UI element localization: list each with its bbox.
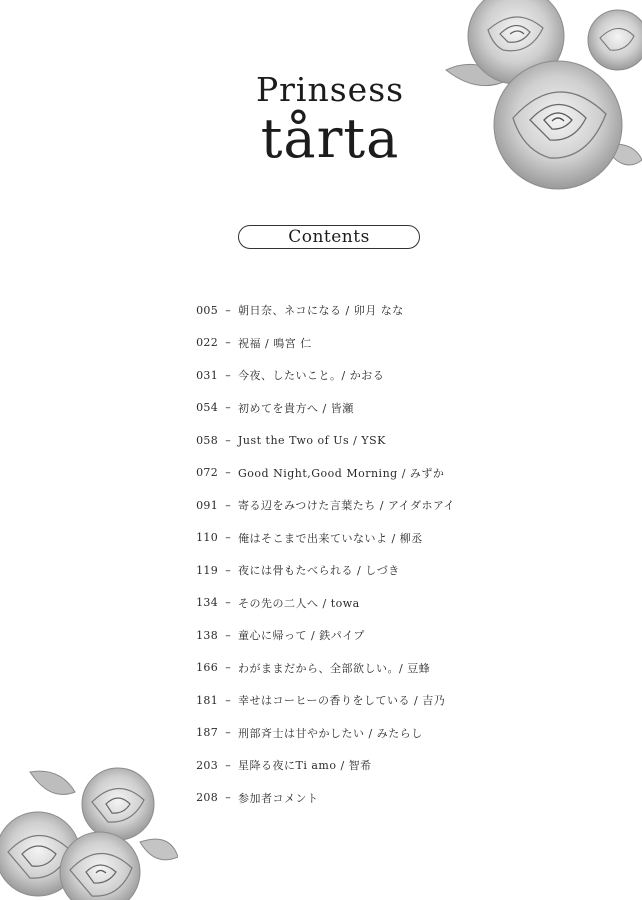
toc-dash: – <box>225 531 231 545</box>
toc-page-number: 110 <box>196 531 218 545</box>
toc-entry-title: 幸せはコーヒーの香りをしている / 吉乃 <box>238 694 446 708</box>
toc-item <box>190 652 550 685</box>
toc-dash: – <box>225 693 231 707</box>
toc-entry-title: 今夜、したいこと。/ かおる <box>238 369 385 383</box>
toc-entry-title: 初めてを貴方へ / 皆瀬 <box>238 401 354 415</box>
toc-item <box>190 554 550 587</box>
table-of-contents <box>190 294 550 814</box>
toc-page-number: 005 <box>196 303 218 317</box>
toc-page-number: 166 <box>196 661 218 675</box>
toc-item <box>190 717 550 750</box>
toc-item <box>190 424 550 457</box>
toc-item <box>190 359 550 392</box>
toc-dash: – <box>225 466 231 480</box>
toc-dash: – <box>225 433 231 447</box>
toc-page-number: 054 <box>196 401 218 415</box>
toc-dash: – <box>225 661 231 675</box>
toc-item <box>190 294 550 327</box>
toc-page-number: 181 <box>196 693 218 707</box>
toc-dash: – <box>225 336 231 350</box>
toc-item <box>190 522 550 555</box>
toc-entry-title: Good Night,Good Morning / みずか <box>238 466 445 480</box>
toc-dash: – <box>225 368 231 382</box>
toc-item <box>190 587 550 620</box>
toc-entry-title: 寄る辺をみつけた言葉たち / アイダホアイ <box>238 499 455 513</box>
toc-item <box>190 782 550 815</box>
toc-dash: – <box>225 726 231 740</box>
toc-entry-title: 童心に帰って / 鉄パイプ <box>238 629 365 643</box>
toc-entry-title: 夜には骨もたべられる / しづき <box>238 564 400 578</box>
toc-entry-title: わがままだから、全部欲しい。/ 豆蜂 <box>238 661 431 675</box>
toc-dash: – <box>225 628 231 642</box>
toc-page-number: 208 <box>196 791 218 805</box>
toc-entry-title: 参加者コメント <box>238 791 319 805</box>
toc-entry-title: 星降る夜にTi amo / 智希 <box>238 759 372 773</box>
toc-item <box>190 457 550 490</box>
toc-item <box>190 392 550 425</box>
toc-page-number: 031 <box>196 368 218 382</box>
book-title-line2: tårta <box>260 107 400 170</box>
toc-page-number: 203 <box>196 758 218 772</box>
toc-page-number: 091 <box>196 498 218 512</box>
rose-cluster-bottom-icon <box>0 762 178 900</box>
toc-item <box>190 684 550 717</box>
toc-dash: – <box>225 563 231 577</box>
toc-entry-title: 刑部斉士は甘やかしたい / みたらし <box>238 726 423 740</box>
toc-dash: – <box>225 596 231 610</box>
toc-page-number: 119 <box>196 563 218 577</box>
toc-entry-title: 祝福 / 鳴宮 仁 <box>238 336 312 350</box>
toc-dash: – <box>225 401 231 415</box>
toc-page-number: 134 <box>196 596 218 610</box>
book-title-line1: Prinsess <box>255 70 405 109</box>
toc-item <box>190 749 550 782</box>
toc-dash: – <box>225 791 231 805</box>
toc-entry-title: Just the Two of Us / YSK <box>238 433 386 447</box>
toc-page-number: 072 <box>196 466 218 480</box>
contents-heading: Contents <box>288 227 370 247</box>
toc-dash: – <box>225 498 231 512</box>
contents-heading-pill <box>238 225 420 249</box>
toc-entry-title: その先の二人へ / towa <box>238 596 360 610</box>
toc-page-number: 138 <box>196 628 218 642</box>
toc-item <box>190 619 550 652</box>
toc-item <box>190 327 550 360</box>
toc-dash: – <box>225 303 231 317</box>
rose-cluster-top-icon <box>438 0 642 200</box>
toc-dash: – <box>225 758 231 772</box>
toc-page-number: 187 <box>196 726 218 740</box>
book-title <box>200 70 460 168</box>
toc-page-number: 058 <box>196 433 218 447</box>
toc-entry-title: 朝日奈、ネコになる / 卯月 なな <box>238 304 404 318</box>
toc-item <box>190 489 550 522</box>
toc-page-number: 022 <box>196 336 218 350</box>
toc-entry-title: 俺はそこまで出来ていないよ / 柳丞 <box>238 531 423 545</box>
